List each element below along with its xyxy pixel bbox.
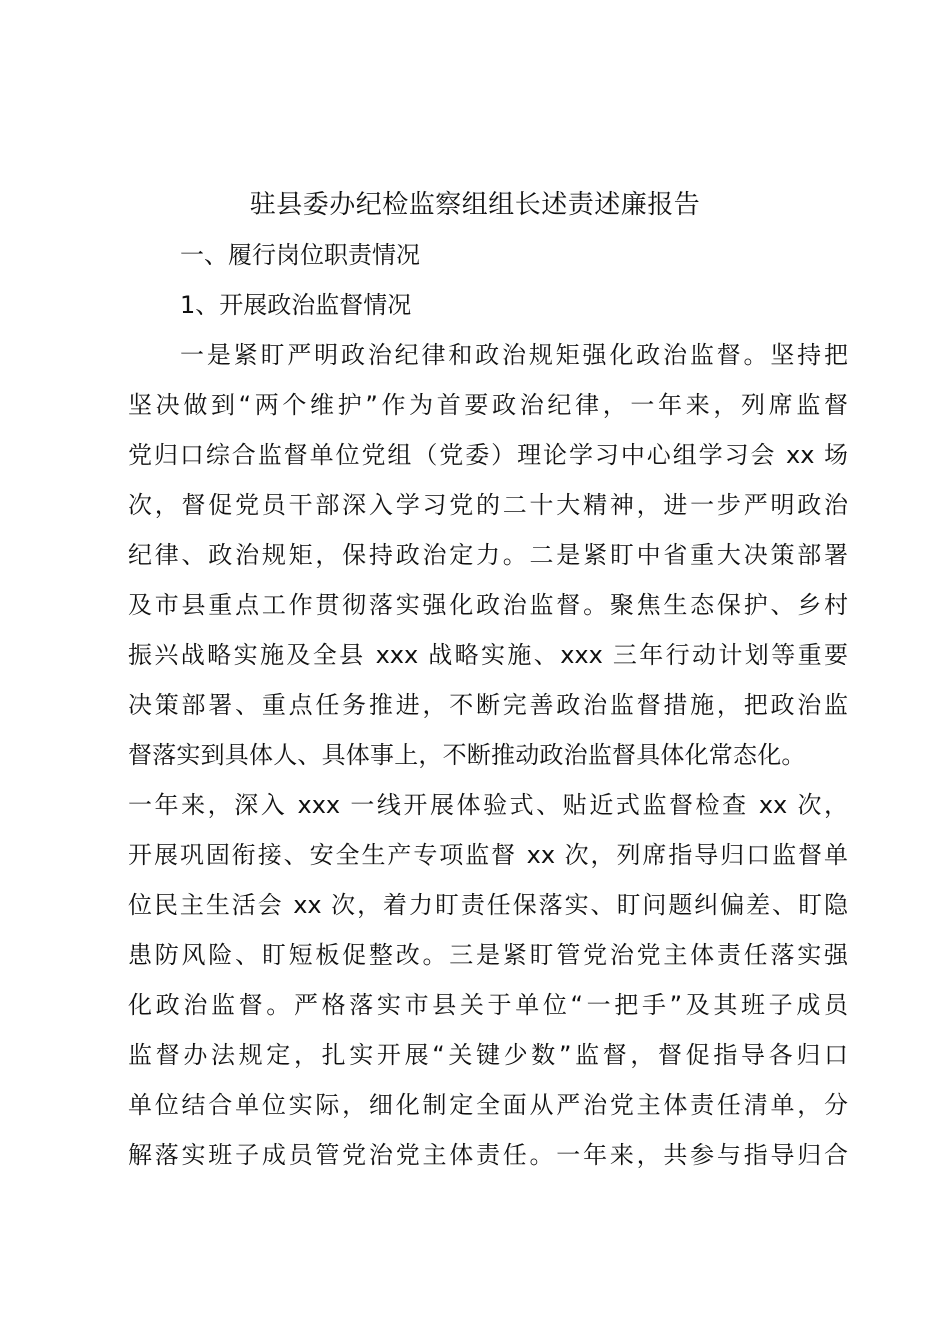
paragraph-line: 单位结合单位实际，细化制定全面从严治党主体责任清单，分: [128, 1091, 848, 1119]
paragraph-line: 次，督促党员干部深入学习党的二十大精神，进一步严明政治: [128, 491, 848, 519]
paragraph-line: 坚决做到“两个维护”作为首要政治纪律，一年来，列席监督: [128, 391, 848, 419]
paragraph-line: 一是紧盯严明政治纪律和政治规矩强化政治监督。坚持把: [180, 341, 848, 369]
paragraph-line: 一年来，深入 xxx 一线开展体验式、贴近式监督检查 xx 次，: [128, 791, 848, 819]
paragraph-line: 振兴战略实施及全县 xxx 战略实施、xxx 三年行动计划等重要: [128, 641, 848, 669]
paragraph-line: 患防风险、盯短板促整改。三是紧盯管党治党主体责任落实强: [128, 941, 848, 969]
body-paragraph: [128, 330, 848, 1180]
paragraph-line: 及市县重点工作贯彻落实强化政治监督。聚焦生态保护、乡村: [128, 591, 848, 619]
paragraph-line: 决策部署、重点任务推进，不断完善政治监督措施，把政治监: [128, 691, 848, 719]
paragraph-line: 督落实到具体人、具体事上，不断推动政治监督具体化常态化。: [128, 741, 806, 769]
paragraph-line: 监督办法规定，扎实开展“关键少数”监督，督促指导各归口: [128, 1041, 848, 1069]
subsection-heading: 1、开展政治监督情况: [180, 291, 412, 319]
document-title: 驻县委办纪检监察组组长述责述廉报告: [249, 190, 701, 220]
section-heading: 一、履行岗位职责情况: [180, 241, 420, 269]
paragraph-line: 开展巩固衔接、安全生产专项监督 xx 次，列席指导归口监督单: [128, 841, 848, 869]
paragraph-line: 党归口综合监督单位党组（党委）理论学习中心组学习会 xx 场: [128, 441, 848, 469]
paragraph-line: 解落实班子成员管党治党主体责任。一年来，共参与指导归合: [128, 1141, 848, 1169]
paragraph-line: 位民主生活会 xx 次，着力盯责任保落实、盯问题纠偏差、盯隐: [128, 891, 848, 919]
paragraph-line: 化政治监督。严格落实市县关于单位“一把手”及其班子成员: [128, 991, 848, 1019]
paragraph-line: 纪律、政治规矩，保持政治定力。二是紧盯中省重大决策部署: [128, 541, 848, 569]
